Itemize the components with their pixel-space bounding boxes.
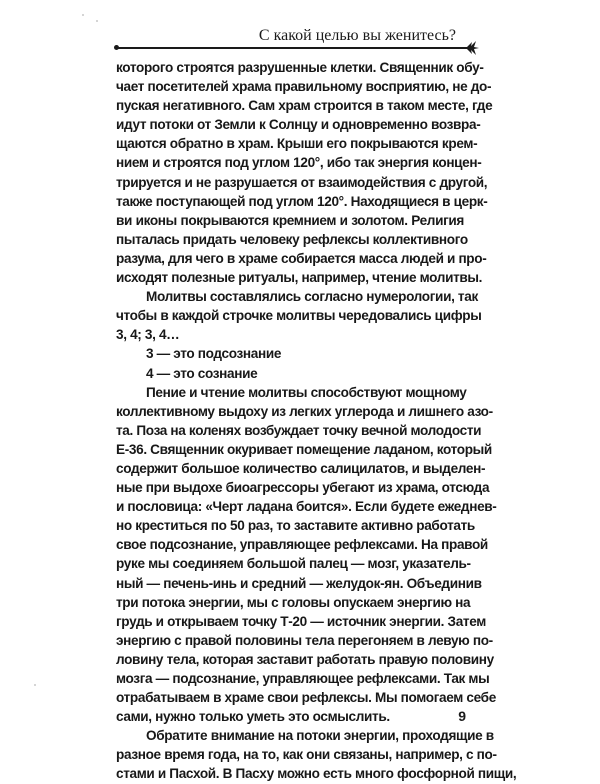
text-line: которого строятся разрушенные клетки. Священник обу- bbox=[116, 60, 484, 75]
paragraph-first-line: 3 — это подсознание bbox=[146, 346, 282, 362]
text-line: мозга — подсознание, управляющее рефлексами. Так мы bbox=[116, 671, 490, 686]
page-number: 9 bbox=[458, 708, 466, 724]
text-line: исходят полезные ритуалы, например, чтение молитвы. bbox=[116, 270, 483, 286]
text-line: та. Поза на коленях возбуждает точку вечной молодости bbox=[116, 422, 482, 438]
text-line: коллективному выдоху из легких углерода и лишнего азо- bbox=[116, 403, 493, 419]
scan-speck bbox=[82, 14, 84, 16]
text-line: свое подсознание, управляющее рефлексами. На правой bbox=[116, 537, 488, 553]
text-line: три потока энергии, мы с головы опускаем энергию на bbox=[116, 594, 471, 610]
text-line: сами, нужно только уметь это осмыслить. bbox=[116, 709, 390, 725]
text-line: содержит большое количество салицилатов, и выделен- bbox=[116, 460, 486, 476]
text-line: 3, 4; 3, 4… bbox=[116, 327, 180, 343]
text-line: ный — печень-инь и средний — желудок-ян. Объединив bbox=[116, 575, 482, 591]
text-line: энергию с правой половины тела перегоняем в левую по- bbox=[116, 632, 493, 648]
scan-speck bbox=[34, 684, 36, 686]
paragraph-first-line: 4 — это сознание bbox=[146, 365, 258, 381]
text-line: разное время года, на то, как они связаны, например, с по- bbox=[116, 747, 497, 763]
text-line: пуская негативного. Сам храм строится в таком месте, где bbox=[116, 98, 493, 114]
text-line: трируется и не разрушается от взаимодействия с другой, bbox=[116, 174, 488, 190]
paragraph-first-line: Пение и чтение молитвы способствуют мощному bbox=[146, 384, 467, 400]
text-line: пыталась придать человеку рефлексы коллективного bbox=[116, 231, 468, 247]
paragraph-first-line: Обратите внимание на потоки энергии, проходящие в bbox=[146, 728, 494, 744]
text-line: ловину тела, которая заставит работать правую половину bbox=[116, 651, 494, 667]
fleuron-ornament-icon bbox=[458, 38, 480, 58]
text-line: Е-36. Священник окуривает помещение ладаном, который bbox=[116, 441, 492, 457]
text-line: отрабатываем в храме свои рефлексы. Мы помогаем себе bbox=[116, 690, 496, 706]
scan-speck bbox=[96, 20, 98, 22]
text-line: щаются обратно в храм. Крыши его покрываются крем- bbox=[116, 136, 478, 152]
text-line: идут потоки от Земли к Солнцу и одновременно возвра- bbox=[116, 117, 481, 133]
running-head-title: С какой целью вы женитесь? bbox=[258, 27, 456, 44]
text-line: разума, для чего в храме собирается масса людей и про- bbox=[116, 250, 487, 266]
text-line: чает посетителей храма правильному восприятию, не до- bbox=[116, 79, 492, 95]
paragraph-first-line: Молитвы составлялись согласно нумерологии, так bbox=[146, 289, 478, 305]
body-text bbox=[116, 58, 517, 784]
text-line: но креститься по 50 раз, то заставите активно работать bbox=[116, 518, 475, 534]
text-line: также поступающей под углом 120°. Находящиеся в церк- bbox=[116, 193, 488, 209]
text-line: стами и Пасхой. В Пасху можно есть много фосфорной пищи, bbox=[116, 766, 517, 782]
text-line: руке мы соединяем большой палец — мозг, указатель- bbox=[116, 556, 471, 572]
text-line: и пословица: «Черт ладана боится». Если будете ежеднев- bbox=[116, 499, 497, 515]
text-line: грудь и открываем точку Т-20 — источник энергии. Затем bbox=[116, 613, 486, 629]
header-rule bbox=[116, 47, 462, 49]
text-line: ные при выдохе биоагрессоры убегают из храма, отсюда bbox=[116, 480, 490, 496]
text-line: ви иконы покрываются кремнием и золотом. Религия bbox=[116, 212, 464, 228]
text-line: чтобы в каждой строчке молитвы чередовались цифры bbox=[116, 308, 482, 324]
text-line: нием и строятся под углом 120°, ибо так энергия концен- bbox=[116, 155, 482, 171]
